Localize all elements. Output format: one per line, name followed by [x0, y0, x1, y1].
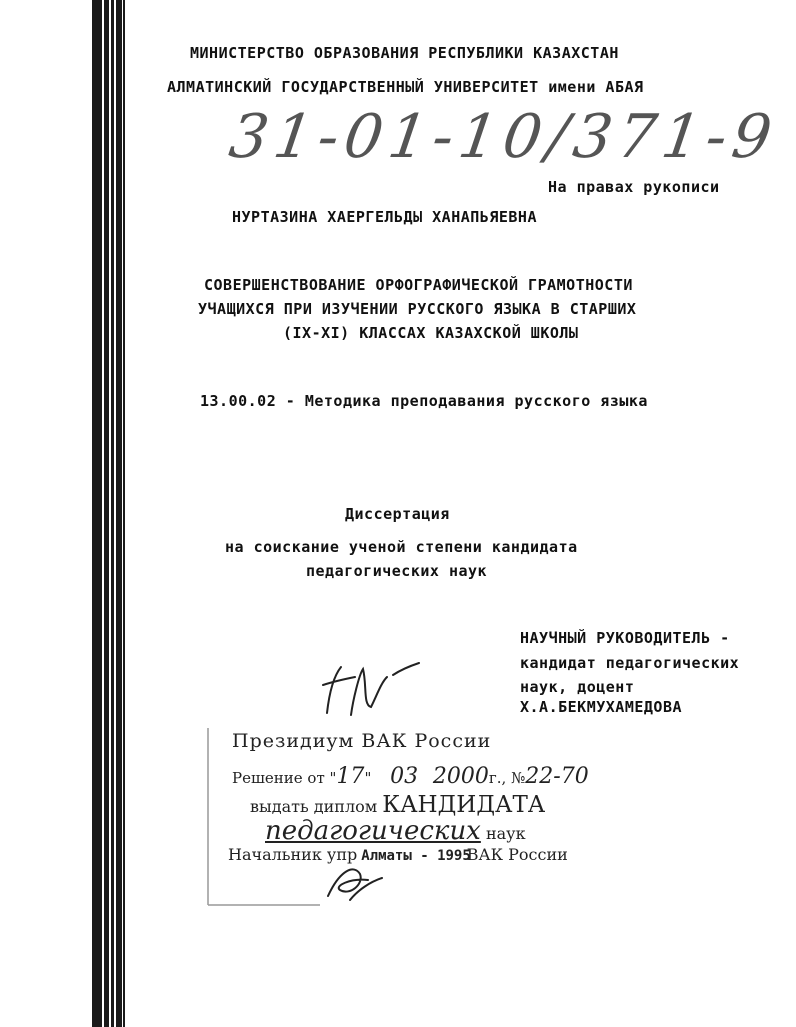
degree-label: Диссертация: [345, 505, 450, 523]
stamp-number: 22-70: [525, 764, 589, 789]
supervisor-title: НАУЧНЫЙ РУКОВОДИТЕЛЬ -: [520, 629, 730, 647]
supervisor-rank: наук, доцент: [520, 678, 635, 696]
stamp-decision-prefix: Решение от ": [232, 769, 337, 787]
binding-stripe: [123, 0, 125, 1027]
stamp-field-suffix: наук: [485, 824, 526, 843]
thesis-title-line: (IX-XI) КЛАССАХ КАЗАХСКОЙ ШКОЛЫ: [283, 324, 579, 342]
thesis-title-line: УЧАЩИХСЯ ПРИ ИЗУЧЕНИИ РУССКОГО ЯЗЫКА В СТАРШИХ: [198, 300, 637, 318]
stamp-number-prefix: г., №: [488, 769, 526, 787]
binding-stripe: [111, 0, 114, 1027]
supervisor-name: Х.А.БЕКМУХАМЕДОВА: [520, 698, 683, 716]
thesis-title-line: СОВЕРШЕНСТВОВАНИЕ ОРФОГРАФИЧЕСКОЙ ГРАМОТНОСТИ: [204, 276, 633, 294]
degree-line: на соискание ученой степени кандидата: [225, 538, 578, 556]
supervisor-degree: кандидат педагогических: [520, 654, 740, 672]
city-year: Алматы - 1995: [361, 848, 471, 864]
stamp-head-prefix: Начальник упр: [228, 845, 358, 864]
author-name: НУРТАЗИНА ХАЕРГЕЛЬДЫ ХАНАПЬЯЕВНА: [232, 208, 537, 226]
stamp-year: 2000: [432, 764, 489, 789]
stamp-border: [200, 720, 560, 910]
handwritten-code: 31-01-10/371-9: [225, 102, 782, 172]
specialty-code: 13.00.02 - Методика преподавания русского языка: [200, 392, 648, 410]
binding-stripe: [92, 0, 102, 1027]
stamp-head-suffix: ВАК России: [466, 845, 568, 864]
stamp-presidium-text: Президиум ВАК России: [232, 730, 492, 752]
stamp-issue-prefix: выдать диплом: [250, 797, 378, 816]
stamp-degree-word: КАНДИДАТА: [382, 792, 546, 818]
stamp-month: 03: [390, 764, 419, 789]
binding-stripe: [104, 0, 109, 1027]
stamp-quote: ": [364, 769, 372, 787]
rights-note: На правах рукописи: [548, 178, 720, 196]
ministry-heading: МИНИСТЕРСТВО ОБРАЗОВАНИЯ РЕСПУБЛИКИ КАЗАХСТАН: [190, 44, 619, 62]
stamp-field-handwritten: педагогических: [265, 816, 481, 846]
university-heading: АЛМАТИНСКИЙ ГОСУДАРСТВЕННЫЙ УНИВЕРСИТЕТ имени АБАЯ: [167, 78, 644, 96]
author-signature: [315, 655, 425, 725]
stamp-day: 17: [336, 764, 365, 789]
binding-edge: [0, 0, 125, 1027]
degree-line: педагогических наук: [306, 562, 488, 580]
binding-stripe: [116, 0, 122, 1027]
